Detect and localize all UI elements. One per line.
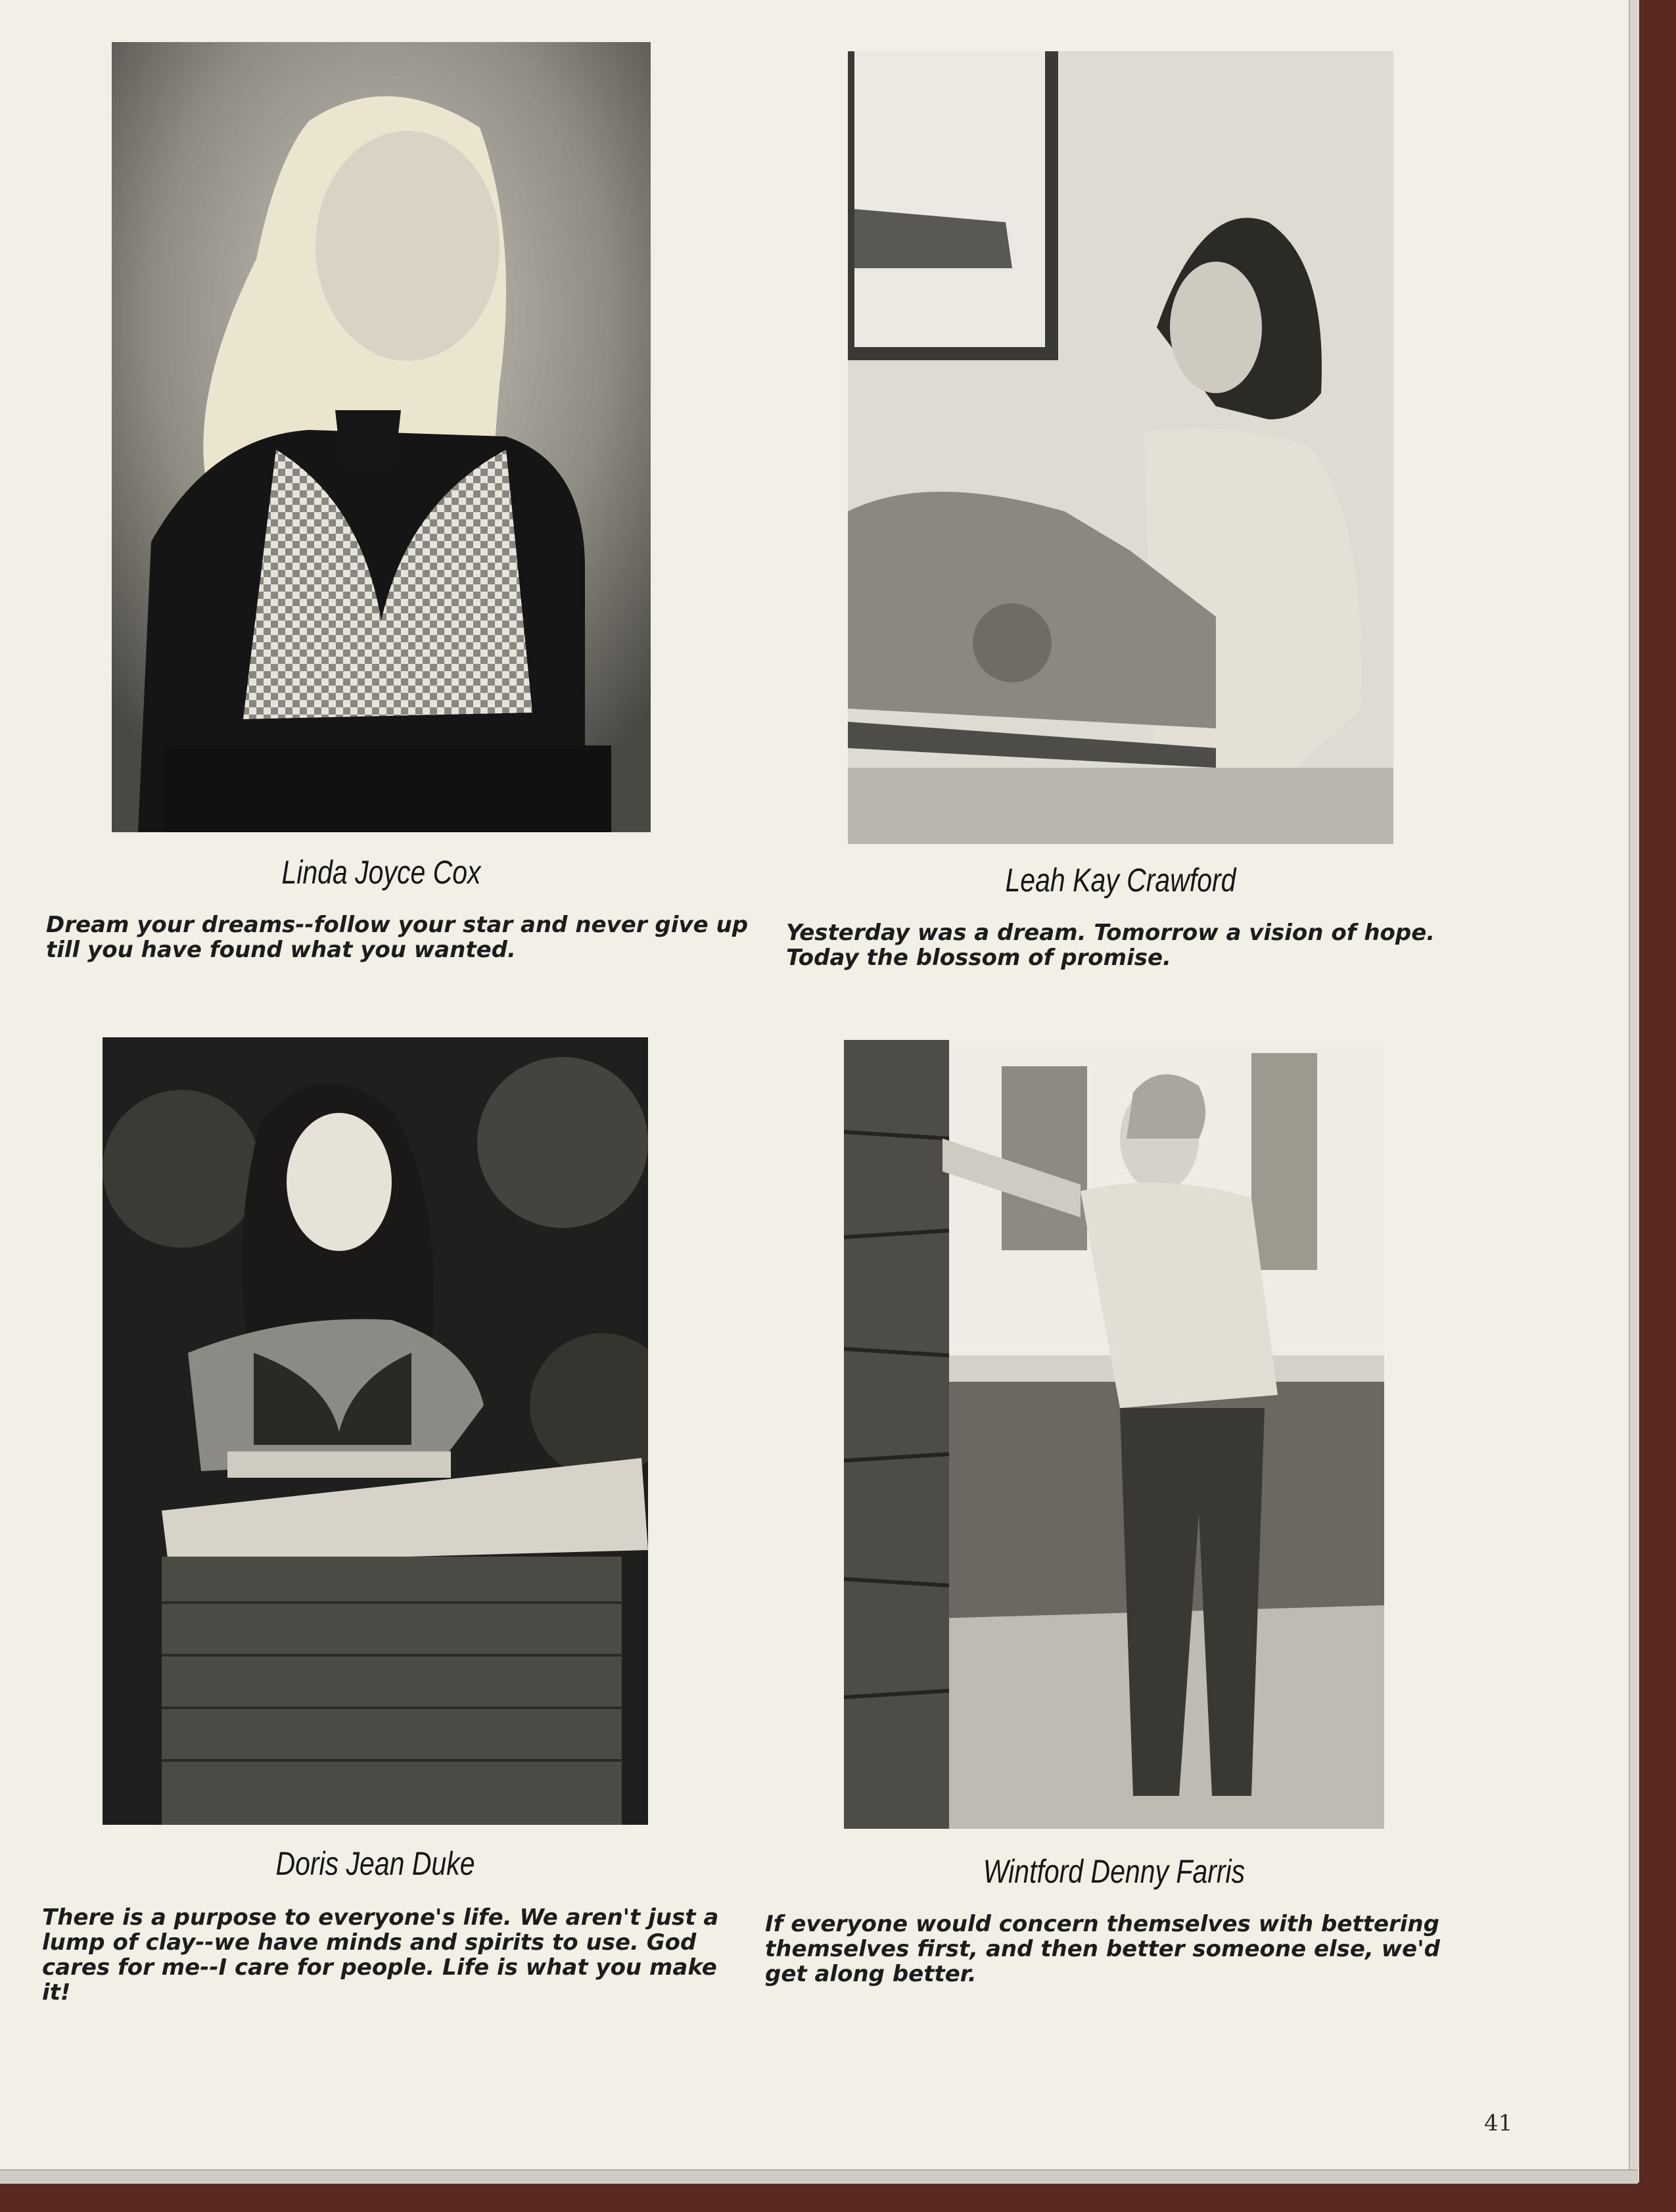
student-quote: Dream your dreams--follow your star and never give up till you have found what you wanted. [46, 912, 749, 963]
portrait-photo-linda-joyce-cox [112, 42, 651, 832]
student-quote: If everyone would concern themselves with bettering themselves first, and then better someone else, we'd get along better. [765, 1911, 1440, 1987]
page-edge [1629, 0, 1639, 2182]
student-name: Leah Kay Crawford [1005, 862, 1236, 899]
student-name: Linda Joyce Cox [281, 854, 481, 891]
page-number: 41 [1484, 2110, 1513, 2136]
portrait-photo-wintford-denny-farris [844, 1040, 1384, 1829]
student-quote: Yesterday was a dream. Tomorrow a vision of hope. Today the blossom of promise. [786, 920, 1435, 971]
portrait-photo-leah-kay-crawford [848, 51, 1393, 844]
student-quote: There is a purpose to everyone's life. We aren't just a lump of clay--we have minds and spirits to use. God cares for me--I care for people. Life is what you make it! [42, 1904, 719, 2006]
student-name: Wintford Denny Farris [983, 1853, 1245, 1890]
portrait-photo-doris-jean-duke [103, 1037, 648, 1825]
page-bottom-edge [0, 2169, 1638, 2184]
student-name: Doris Jean Duke [275, 1845, 475, 1882]
